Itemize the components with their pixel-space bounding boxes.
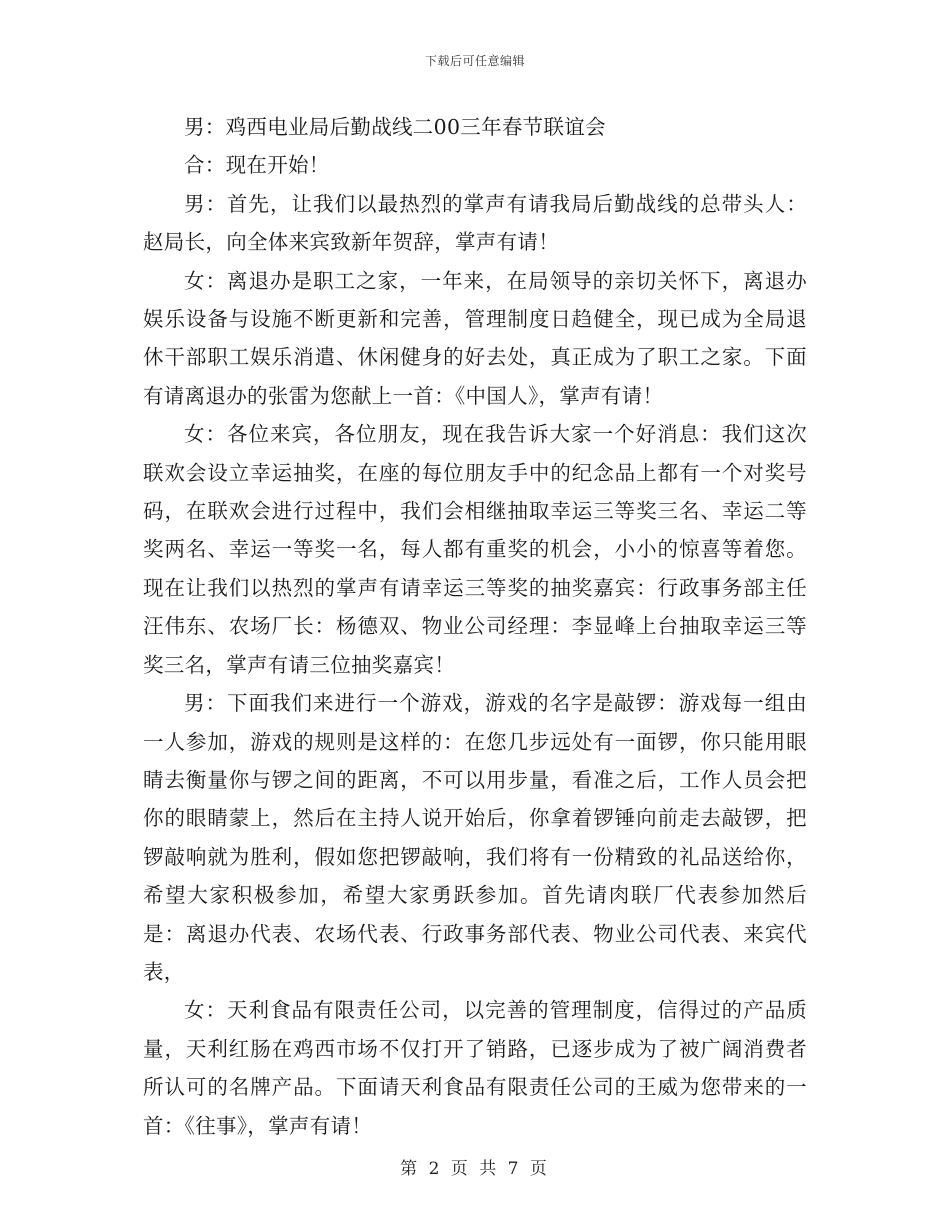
paragraph: 女：离退办是职工之家，一年来，在局领导的亲切关怀下，离退办娱乐设备与设施不断更新和完善，管理制度日趋健全，现已成为全局退休干部职工娱乐消遣、休闲健身的好去处，真正成为了职工之家。下面有请离退办的张雷为您献上一首：《中国人》，掌声有请！ [143, 268, 807, 408]
paragraph: 男：首先，让我们以最热烈的掌声有请我局后勤战线的总带头人：赵局长，向全体来宾致新年贺辞，掌声有请！ [143, 191, 807, 255]
document-body [143, 108, 807, 1145]
paragraph: 合：现在开始！ [184, 153, 330, 178]
paragraph: 女：天利食品有限责任公司，以完善的管理制度，信得过的产品质量，天利红肠在鸡西市场不仅打开了销路，已逐步成为了被广阔消费者所认可的名牌产品。下面请天利食品有限责任公司的王威为您带来的一首：《往事》，掌声有请！ [143, 998, 807, 1138]
paragraph: 男：鸡西电业局后勤战线二00三年春节联谊会 [184, 115, 606, 139]
page-number-footer: 第 2 页 共 7 页 [400, 1159, 550, 1179]
paragraph: 女：各位来宾，各位朋友，现在我告诉大家一个好消息：我们这次联欢会设立幸运抽奖，在座的每位朋友手中的纪念品上都有一个对奖号码，在联欢会进行过程中，我们会相继抽取幸运三等奖三名、幸运二等奖两名、幸运一等奖一名，每人都有重奖的机会，小小的惊喜等着您。现在让我们以热烈的掌声有请幸运三等奖的抽奖嘉宾：行政事务部主任汪伟东、农场厂长：杨德双、物业公司经理：李显峰上台抽取幸运三等奖三名，掌声有请三位抽奖嘉宾！ [143, 422, 807, 677]
header-note: 下载后可任意编辑 [424, 54, 525, 68]
paragraph: 男：下面我们来进行一个游戏，游戏的名字是敲锣：游戏每一组由一人参加，游戏的规则是这样的：在您几步远处有一面锣，你只能用眼睛去衡量你与锣之间的距离，不可以用步量，看准之后，工作人员会把你的眼睛蒙上，然后在主持人说开始后，你拿着锣锤向前走去敲锣，把锣敲响就为胜利，假如您把锣敲响，我们将有一份精致的礼品送给你，希望大家积极参加，希望大家勇跃参加。首先请肉联厂代表参加然后是：离退办代表、农场代表、行政事务部代表、物业公司代表、来宾代表， [143, 691, 807, 984]
